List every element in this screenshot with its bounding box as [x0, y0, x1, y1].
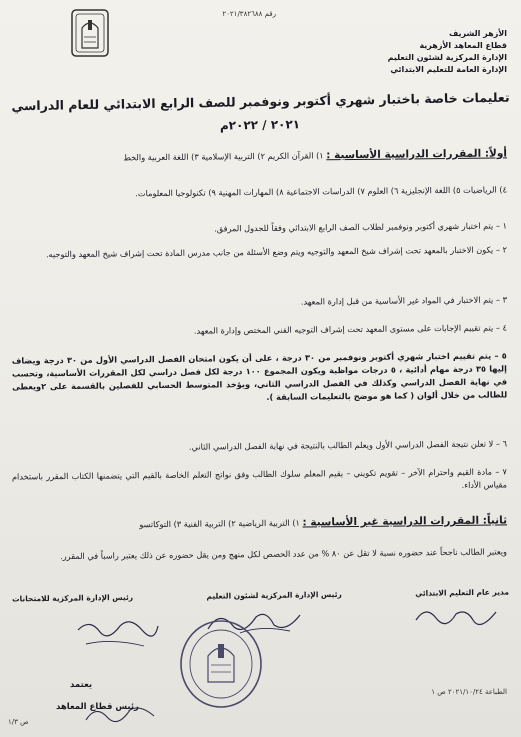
approval-title: رئيس قطاع المعاهد: [56, 702, 139, 712]
signature-block: [12, 593, 133, 604]
instruction-item: ٧ – مادة القيم واحترام الآخر – تقويم تكويني – يقيم المعلم سلوك الطالب وفق نواتج التعلم الخاصة بالقيم التي يتضمنها الكتاب المقرر باستخدام مقياس الأداء.: [11, 466, 508, 490]
reference-number: رقم ٢٠٢١/٣٨٢٦٨٨: [222, 10, 276, 18]
signatory-title: رئيس الإدارة المركزية للامتحانات: [11, 592, 134, 604]
org-line: الإدارة المركزية لشئون التعليم: [387, 53, 507, 62]
section-core-subjects: [12, 147, 507, 165]
signatory-title: رئيس الإدارة المركزية لشئون التعليم: [206, 589, 342, 601]
section-heading: ثانياً: المقررات الدراسية غير الأساسية :: [302, 514, 508, 529]
attendance-note: ويعتبر الطالب ناجحاً عند حضوره نسبة لا تقل عن ٨٠ % من عدد الحصص لكل منهج ومن يقل حضوره عن ذلك يعتبر راسباً في المقرر.: [60, 546, 508, 562]
azhar-logo: [70, 8, 110, 58]
page-number: ص ١/٣: [8, 718, 29, 726]
subjects-list-continued: ٤) الرياضيات ٥) اللغة الإنجليزية ٦) العلوم ٧) الدراسات الاجتماعية ٨) المهارات المهنية ٩) تكنولوجيا المعلومات.: [135, 184, 508, 199]
subjects-list: ١) التربية الرياضية ٢) التربية الفنية ٣) التوكاتسو: [139, 517, 300, 530]
instruction-item: ٢ – يكون الاختبار بالمعهد تحت إشراف شيخ المعهد والتوجيه ويتم وضع الأسئلة من جانب مدرس المادة تحت إشراف شيخ المعهد والتوجيه.: [45, 244, 508, 260]
instruction-item: ٦ – لا تعلن نتيجة الفصل الدراسي الأول ويعلم الطالب بالنتيجة في نهاية الفصل الدراسي الثاني.: [188, 438, 508, 452]
org-line: قطاع المعاهد الأزهرية: [419, 41, 507, 50]
instruction-item: ٣ – يتم الاختبار في المواد غير الأساسية من قبل إدارة المعهد.: [300, 294, 508, 307]
academic-year: ٢٠٢١ / ٢٠٢٢م: [219, 117, 301, 133]
section-heading: أولاً: المقررات الدراسية الأساسية :: [326, 147, 508, 162]
signature-image: [72, 612, 162, 652]
section-non-core-subjects: [12, 514, 507, 532]
signature-block: [206, 590, 341, 601]
subjects-list: ١) القرآن الكريم ٢) التربية الإسلامية ٣) اللغة العربية والخط: [123, 150, 324, 163]
print-date: الطباعة ٢٠٢١/١٠/٢٤ ص ١: [431, 688, 507, 696]
signature-image: [80, 700, 160, 730]
signature-image: [411, 600, 501, 630]
instruction-item: ٤ – يتم تقييم الإجابات على مستوى المعهد تحت إشراف التوجيه الفني المختص وإدارة المعهد.: [193, 322, 508, 336]
org-line: الإدارة العامة للتعليم الابتدائي: [390, 65, 507, 74]
instruction-item: ٥ – يتم تقييم اختبار شهري أكتوبر ونوفمبر من ٣٠ درجة ، على أن يكون امتحان الفصل الدراسي الأول من ٣٠ درجة ويضاف إليها ٣٥ درجة مهام أدائية ، ٥ درجات مواظبة ويكون المجموع ١٠٠ درجة لكل فصل دراسي لكل المقررات الأساسية، وتحسب في نهاية الفصل الدراسي وكذلك في الفصل الدراسي الثاني، ويؤخذ المتوسط الحسابي للفصلين بالقسمة على ٢ويعطى للطالب من خلال ألوان ( كما هو موضح بالتعليمات السابقة ).: [11, 350, 508, 402]
document-title: تعليمات خاصة باختبار شهري أكتوبر ونوفمبر للصف الرابع الابتدائي للعام الدراسي: [11, 89, 510, 114]
signatory-title: مدير عام التعليم الابتدائي: [415, 587, 510, 598]
issuer-block: [287, 28, 507, 76]
signature-block: [415, 588, 509, 598]
official-stamp: [178, 618, 264, 710]
approval-label: يعتمد: [70, 680, 93, 690]
instruction-item: ١ – يتم اختبار شهري أكتوبر ونوفمبر لطلاب الصف الرابع الابتدائي وفقاً للجدول المرفق.: [214, 220, 508, 234]
org-line: الأزهر الشريف: [448, 29, 507, 38]
